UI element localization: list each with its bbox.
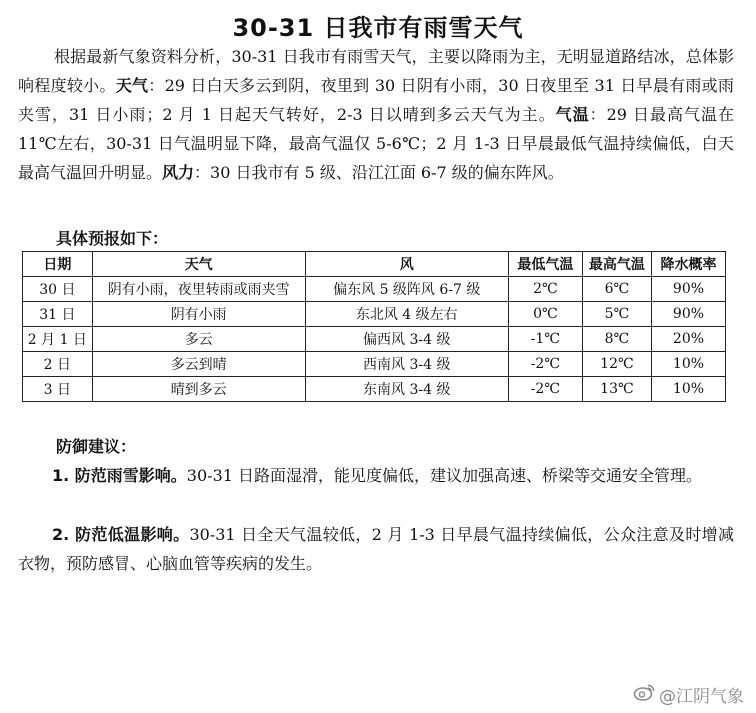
- header-min-temp: 最低气温: [508, 252, 582, 277]
- cell-min-temp: -2℃: [508, 377, 582, 402]
- advice-item-label: 2. 防范低温影响。: [52, 525, 190, 544]
- cell-max-temp: 8℃: [582, 327, 651, 352]
- cell-wind: 东北风 4 级左右: [305, 302, 508, 327]
- cell-precip-prob: 90%: [651, 277, 725, 302]
- header-wind: 风: [305, 252, 508, 277]
- wind-text: ：30 日我市有 5 级、沿江江面 6-7 级的偏东阵风。: [194, 163, 564, 182]
- table-row: [23, 327, 726, 352]
- cell-precip-prob: 10%: [651, 352, 725, 377]
- cell-date: 3 日: [23, 377, 93, 402]
- weibo-icon: [633, 683, 655, 706]
- cell-max-temp: 6℃: [582, 277, 651, 302]
- cell-min-temp: -1℃: [508, 327, 582, 352]
- cell-max-temp: 13℃: [582, 377, 651, 402]
- watermark-text: @江阴气象: [659, 687, 744, 707]
- cell-weather: 多云到晴: [92, 352, 305, 377]
- forecast-table: [22, 251, 726, 402]
- weather-label: 天气: [115, 76, 149, 95]
- header-weather: 天气: [92, 252, 305, 277]
- table-row: [23, 352, 726, 377]
- temperature-label: 气温: [555, 105, 590, 124]
- watermark: [633, 682, 744, 707]
- header-max-temp: 最高气温: [582, 252, 651, 277]
- temperature-text: ：29 日最高气温在 11℃左右，30-31 日气温明显下降，最高气温仅 5-6℃；2 月 1-3 日早晨最低气温持续偏低，白天最高气温回升明显。: [18, 105, 734, 182]
- cell-precip-prob: 20%: [651, 327, 725, 352]
- cell-weather: 阴有小雨，夜里转雨或雨夹雪: [92, 277, 305, 302]
- cell-weather: 阴有小雨: [92, 302, 305, 327]
- cell-max-temp: 5℃: [582, 302, 651, 327]
- cell-precip-prob: 10%: [651, 377, 725, 402]
- header-precip-prob: 降水概率: [651, 252, 725, 277]
- table-header-row: [23, 252, 726, 277]
- cell-wind: 偏西风 3-4 级: [305, 327, 508, 352]
- advice-item-text: 30-31 日全天气温较低，2 月 1-3 日早晨气温持续偏低，公众注意及时增减衣物，预防感冒、心脑血管等疾病的发生。: [18, 525, 734, 573]
- cell-max-temp: 12℃: [582, 352, 651, 377]
- intro-paragraph: [18, 42, 734, 187]
- table-row: [23, 302, 726, 327]
- advice-title: 防御建议：: [56, 437, 137, 456]
- forecast-heading: 具体预报如下：: [56, 229, 169, 248]
- cell-wind: 偏东风 5 级阵风 6-7 级: [305, 277, 508, 302]
- cell-date: 31 日: [23, 302, 93, 327]
- advice-item: [18, 461, 734, 490]
- cell-min-temp: 0℃: [508, 302, 582, 327]
- cell-date: 30 日: [23, 277, 93, 302]
- document-title: 30-31 日我市有雨雪天气: [232, 14, 524, 42]
- header-date: 日期: [23, 252, 93, 277]
- weather-text: ：29 日白天多云到阴，夜里到 30 日阴有小雨，30 日夜里至 31 日早晨有雨或雨夹雪，31 日小雨；2 月 1 日起天气转好，2-3 日以晴到多云天气为主。: [18, 76, 734, 124]
- cell-date: 2 月 1 日: [23, 327, 93, 352]
- cell-weather: 晴到多云: [92, 377, 305, 402]
- cell-wind: 西南风 3-4 级: [305, 352, 508, 377]
- advice-item-text: 30-31 日路面湿滑，能见度偏低，建议加强高速、桥梁等交通安全管理。: [186, 466, 703, 485]
- advice-item-label: 1. 防范雨雪影响。: [52, 466, 187, 485]
- cell-weather: 多云: [92, 327, 305, 352]
- cell-date: 2 日: [23, 352, 93, 377]
- cell-wind: 东南风 3-4 级: [305, 377, 508, 402]
- intro-lead: 根据最新气象资料分析，30-31 日我市有雨雪天气，主要以降雨为主，无明显道路结冰，总体影响程度较小。: [18, 47, 734, 95]
- table-row: [23, 277, 726, 302]
- cell-min-temp: 2℃: [508, 277, 582, 302]
- cell-min-temp: -2℃: [508, 352, 582, 377]
- wind-label: 风力: [162, 163, 195, 182]
- table-row: [23, 377, 726, 402]
- cell-precip-prob: 90%: [651, 302, 725, 327]
- advice-item: [18, 520, 734, 578]
